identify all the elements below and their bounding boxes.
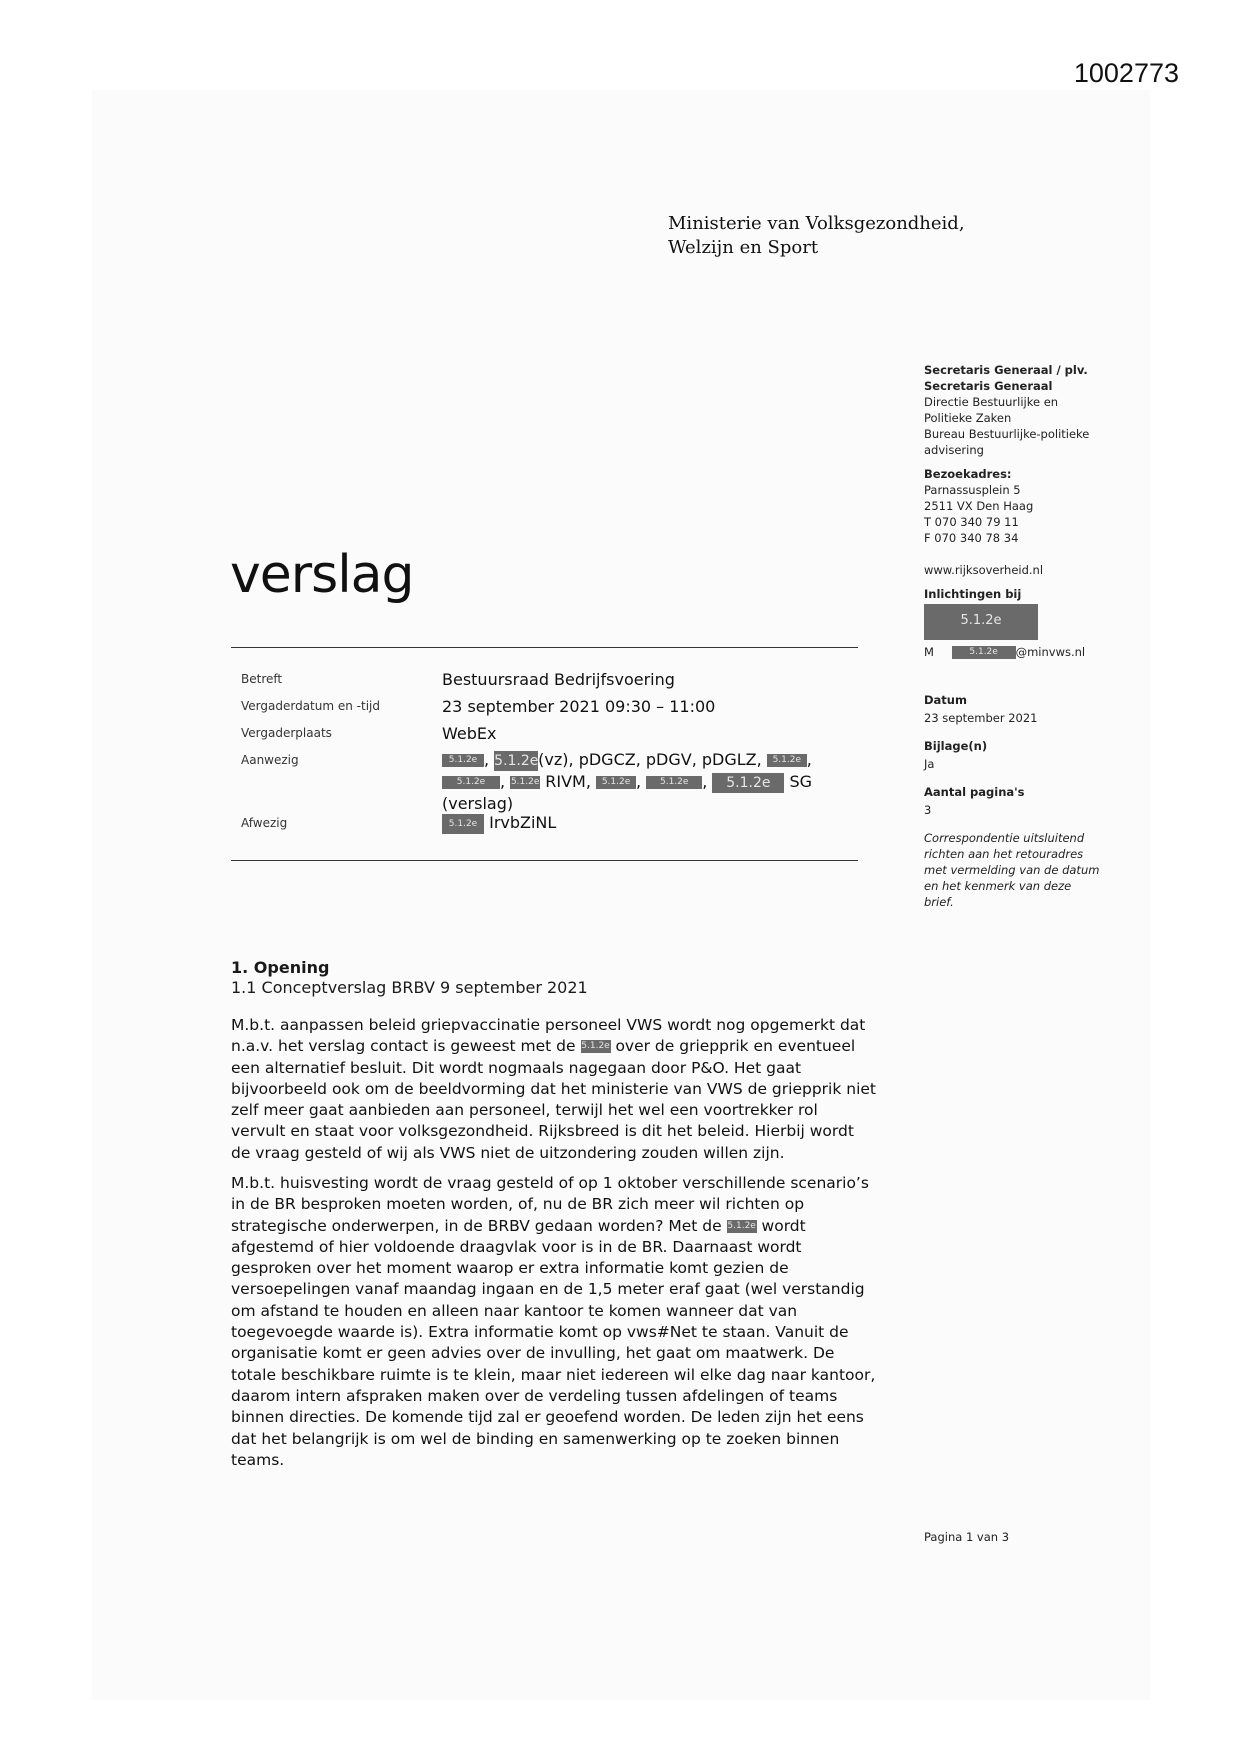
paragraph-line: organisatie komt er geen advies over de invulling, het gaat om maatwerk. De xyxy=(231,1344,835,1363)
paragraph-line: bijvoorbeeld ook om de beeldvorming dat het ministerie van VWS de griepprik niet xyxy=(231,1079,876,1098)
ministry-line-2: Welzijn en Sport xyxy=(668,237,819,258)
address-line-1: Parnassusplein 5 xyxy=(924,483,1021,497)
redacted-name: 5.1.2e xyxy=(712,773,784,793)
redacted-name: 5.1.2e xyxy=(646,776,702,789)
present-roles: (vz), pDGCZ, pDGV, pDGLZ, xyxy=(538,750,762,769)
subject-label: Betreft xyxy=(241,672,283,686)
phone-number: T 070 340 79 11 xyxy=(924,515,1019,529)
dept-line-1: Directie Bestuurlijke en xyxy=(924,395,1059,409)
dept-line-4: advisering xyxy=(924,443,984,457)
mail-domain: @minvws.nl xyxy=(1015,645,1086,659)
ministry-logo-text xyxy=(668,212,965,260)
absent-label: Afwezig xyxy=(241,816,288,830)
paragraph-text: wordt xyxy=(761,1216,806,1235)
meta-bottom-rule xyxy=(231,860,858,861)
correspondence-note-1: Correspondentie uitsluitend xyxy=(924,831,1085,845)
paragraph-line: versoepelingen vanaf maandag ingaan en de 1,5 meter eraf gaat (wel verstandig xyxy=(231,1280,865,1299)
redacted-name: 5.1.2e xyxy=(442,814,484,834)
paragraph-text: n.a.v. het verslag contact is geweest met de xyxy=(231,1037,576,1056)
place-label: Vergaderplaats xyxy=(241,726,332,740)
paragraph-line: om afstand te houden en alleen naar kantoor te komen wanneer dat van xyxy=(231,1301,798,1320)
subject-value: Bestuursraad Bedrijfsvoering xyxy=(442,670,675,689)
paragraph-line: M.b.t. aanpassen beleid griepvaccinatie personeel VWS wordt nog opgemerkt dat xyxy=(231,1016,866,1034)
paragraph-line: de vraag gesteld of wij als VWS niet de uitzondering zouden willen zijn. xyxy=(231,1143,785,1162)
document-title: verslag xyxy=(230,545,414,605)
absent-name: IrvbZiNL xyxy=(489,813,557,832)
datetime-value: 23 september 2021 09:30 – 11:00 xyxy=(442,697,716,716)
present-sg: SG xyxy=(789,772,813,791)
attachment-label: Bijlage(n) xyxy=(924,739,988,753)
correspondence-note-2: richten aan het retouradres xyxy=(924,847,1084,861)
sender-block xyxy=(924,362,1124,660)
correspondence-note-5: brief. xyxy=(924,895,954,909)
website-link[interactable]: www.rijksoverheid.nl xyxy=(924,563,1044,577)
role-line-2: Secretaris Generaal xyxy=(924,379,1053,393)
paragraph-line: toegevoegde waarde is). Extra informatie komt op vws#Net te staan. Vanuit de xyxy=(231,1323,849,1342)
absent-value xyxy=(442,812,556,834)
paragraph-line: in de BR besproken moeten worden, of, nu de BR zich meer wil richten op xyxy=(231,1195,805,1214)
paragraph-griepvaccinatie xyxy=(231,1015,911,1164)
document-details xyxy=(924,692,1124,910)
redacted-name: 5.1.2e xyxy=(596,776,636,789)
paragraph-line: daarom intern afspraken maken over de verdeling tussen afdelingen of teams xyxy=(231,1386,838,1405)
present-value: 5.1.2e , 5.1.2e(vz), pDGCZ, pDGV, pDGLZ, 5.1.2e , 5.1.2e , 5.1.2e RIVM, 5.1.2e , 5.1.2e , 5.1.2e SG (verslag) xyxy=(442,749,862,815)
datetime-label: Vergaderdatum en -tijd xyxy=(241,699,380,713)
present-line-3: (verslag) xyxy=(442,794,514,813)
meta-top-rule xyxy=(231,647,858,648)
page-count-label: Aantal pagina's xyxy=(924,785,1025,799)
redacted-name: 5.1.2e xyxy=(581,1041,610,1052)
present-rivm: RIVM, xyxy=(545,772,591,791)
place-value: WebEx xyxy=(442,724,497,743)
paragraph-line: binnen directies. De komende tijd zal er geoefend worden. De leden zijn het eens xyxy=(231,1408,864,1427)
redacted-mail: 5.1.2e xyxy=(952,646,1016,659)
dept-line-2: Politieke Zaken xyxy=(924,411,1012,425)
redacted-contact-name: 5.1.2e xyxy=(924,604,1038,640)
redacted-name: 5.1.2e xyxy=(442,776,500,789)
paragraph-line: totale beschikbare ruimte is te klein, maar niet iedereen wil elke dag naar kantoor, xyxy=(231,1365,876,1384)
redacted-name: 5.1.2e xyxy=(510,777,540,787)
address-label: Bezoekadres: xyxy=(924,467,1012,481)
redacted-name: 5.1.2e xyxy=(767,754,807,767)
mail-prefix: M xyxy=(924,645,934,659)
redacted-name: 5.1.2e xyxy=(727,1220,756,1231)
paragraph-line: zelf meer gaat aanbieden aan personeel, terwijl het wel een voortrekker rol xyxy=(231,1101,818,1120)
attachment-value: Ja xyxy=(924,757,935,771)
paragraph-line: vervult en staat voor volksgezondheid. Rijksbreed is dit het beleid. Hierbij wordt xyxy=(231,1122,854,1141)
fax-number: F 070 340 78 34 xyxy=(924,531,1019,545)
paragraph-line: M.b.t. huisvesting wordt de vraag gesteld of op 1 oktober verschillende scenario’s xyxy=(231,1174,869,1192)
correspondence-note-4: en het kenmerk van deze xyxy=(924,879,1072,893)
paragraph-line: teams. xyxy=(231,1450,285,1469)
paragraph-line: afgestemd of hier voldoende draagvlak voor is in de BR. Daarnaast wordt xyxy=(231,1237,802,1256)
paragraph-line: een alternatief besluit. Dit wordt nogmaals nagegaan door P&O. Het gaat xyxy=(231,1058,802,1077)
date-value: 23 september 2021 xyxy=(924,711,1038,725)
redacted-name: 5.1.2e xyxy=(442,754,484,767)
section-subheading: 1.1 Conceptverslag BRBV 9 september 2021 xyxy=(231,978,588,997)
ministry-line-1: Ministerie van Volksgezondheid, xyxy=(668,213,965,234)
present-label: Aanwezig xyxy=(241,753,299,767)
address-line-2: 2511 VX Den Haag xyxy=(924,499,1034,513)
info-label: Inlichtingen bij xyxy=(924,587,1022,601)
redacted-name: 5.1.2e xyxy=(494,752,539,769)
paragraph-text: strategische onderwerpen, in de BRBV gedaan worden? Met de xyxy=(231,1216,722,1235)
paragraph-line: gesproken over het moment waarop er extra informatie komt gezien de xyxy=(231,1259,789,1278)
dept-line-3: Bureau Bestuurlijke-politieke xyxy=(924,427,1090,441)
paragraph-text: over de griepprik en eventueel xyxy=(615,1037,856,1056)
document-number: 1002773 xyxy=(1073,58,1179,88)
correspondence-note-3: met vermelding van de datum xyxy=(924,863,1100,877)
page-count-value: 3 xyxy=(924,803,932,817)
paragraph-huisvesting xyxy=(231,1173,911,1471)
role-line-1: Secretaris Generaal / plv. xyxy=(924,363,1088,377)
paragraph-line: dat het belangrijk is om wel de binding en samenwerking op te zoeken binnen xyxy=(231,1429,840,1448)
paragraph-line xyxy=(231,1036,911,1057)
date-label: Datum xyxy=(924,693,967,707)
paragraph-line xyxy=(231,1216,911,1237)
page-indicator: Pagina 1 van 3 xyxy=(924,1530,1010,1544)
section-heading: 1. Opening xyxy=(231,958,330,977)
